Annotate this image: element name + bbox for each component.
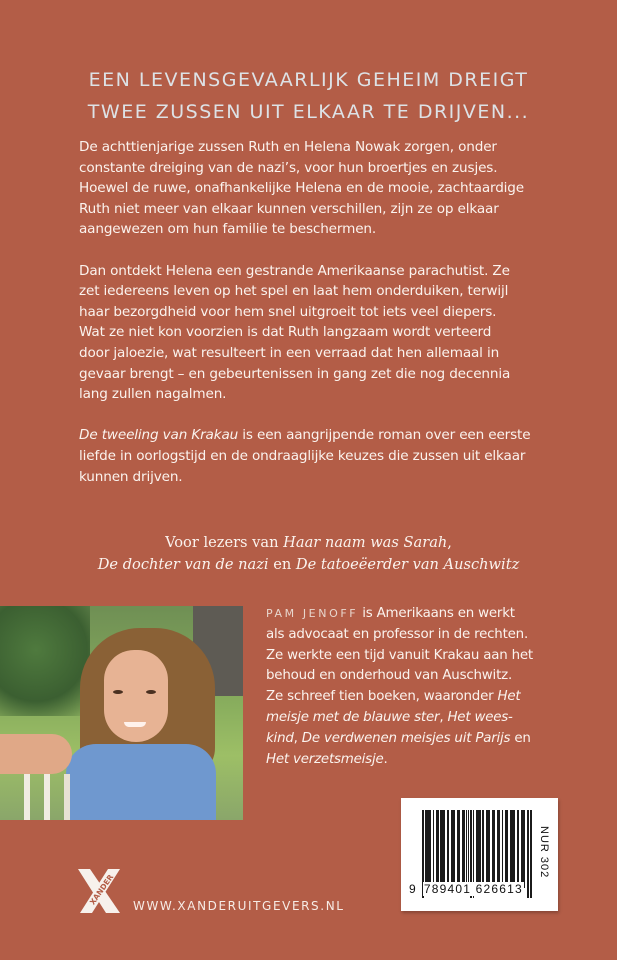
blurb-text-line: Ruth niet meer van elkaar kunnen verschillen, zijn ze op elkaar: [79, 200, 499, 217]
blurb-text-line: zet iedereens leven op het spel en laat hem onderduiken, terwijl: [79, 283, 509, 300]
blurb-text-line: liefde in oorlogstijd en de ondraaglijke keuzes die zussen uit elkaar: [79, 447, 526, 464]
blurb-text-line: Hoewel de ruwe, onafhankelijke Helena en de mooie, zachtaardige: [79, 180, 524, 197]
photo-chair: [24, 774, 30, 820]
book-title: kind: [266, 730, 294, 746]
blurb-text-line: [79, 425, 559, 446]
blurb-text-line: haar bezorgdheid voor hem snel uitgroeit tot iets veel diepers.: [79, 303, 497, 320]
recommended-book-2: De dochter van de nazi: [97, 556, 269, 573]
blurb-text-line: aangewezen om hun familie te beschermen.: [79, 221, 377, 238]
blurb-paragraph-2: [79, 261, 559, 405]
book-title: De verdwenen meisjes uit Parijs: [301, 730, 511, 746]
book-blurb: [79, 137, 559, 508]
blurb-paragraph-1: [79, 137, 559, 240]
recommendation-comma: ,: [447, 534, 452, 551]
bio-line: behoud en onderhoud van Auschwitz.: [266, 668, 513, 684]
author-bio: [266, 604, 606, 770]
photo-arm: [0, 734, 72, 774]
blurb-text-line: constante dreiging van de nazi’s, voor hun broertjes en zusjes.: [79, 159, 498, 176]
bio-line: [266, 687, 606, 708]
recommendation-line-1: [0, 532, 617, 554]
bio-text: is Amerikaans en werkt: [358, 606, 515, 621]
tagline-line-2: TWEE ZUSSEN UIT ELKAAR TE DRIJVEN...: [87, 101, 530, 123]
blurb-text-line: De achttienjarige zussen Ruth en Helena Nowak zorgen, onder: [79, 139, 497, 155]
photo-foliage: [0, 606, 90, 716]
bio-line: [266, 708, 606, 729]
recommendation-line-2: [0, 554, 617, 576]
bio-conjunction: en: [510, 730, 531, 746]
blurb-text: is een aangrijpende roman over een eerste: [238, 427, 531, 444]
photo-smile: [124, 722, 146, 727]
recommended-book-1: Haar naam was Sarah: [283, 534, 448, 551]
tagline-headline: [0, 64, 617, 128]
xander-logo-icon: [78, 869, 120, 913]
book-title: De tweeling van Krakau: [79, 427, 239, 444]
blurb-paragraph-3: [79, 425, 559, 487]
recommendation-prefix: Voor lezers van: [165, 534, 284, 551]
tagline-line-1: EEN LEVENSGEVAARLIJK GEHEIM DREIGT: [88, 69, 529, 91]
photo-eye: [113, 690, 123, 694]
blurb-text-line: lang zullen nagalmen.: [79, 386, 227, 403]
blurb-text-line: kunnen drijven.: [79, 468, 183, 485]
bio-line: [266, 604, 606, 625]
bio-line: [266, 729, 606, 750]
isbn-digits: [409, 882, 524, 896]
bio-line: [266, 750, 606, 771]
blurb-text-line: Dan ontdekt Helena een gestrande Amerikaanse parachutist. Ze: [79, 262, 510, 279]
bio-line: Ze werkte een tijd vanuit Krakau aan het: [266, 647, 533, 663]
blurb-text-line: door jaloezie, wat resulteert in een verraad dat hen allemaal in: [79, 344, 500, 361]
photo-face: [104, 650, 168, 742]
recommended-book-3: De tatoeëerder van Auschwitz: [295, 556, 520, 573]
book-title: Het verzetsmeisje: [266, 751, 384, 767]
bio-separator: ,: [293, 730, 302, 746]
nur-code: NUR 302: [538, 826, 550, 879]
author-photo: [0, 606, 243, 820]
recommendation-conjunction: en: [268, 556, 296, 573]
photo-shirt: [66, 744, 216, 820]
logo-text: XANDER: [87, 872, 116, 907]
reader-recommendation: [0, 532, 617, 576]
bio-text: Ze schreef tien boeken, waaronder: [266, 689, 498, 705]
bio-line: als advocaat en professor in de rechten.: [266, 626, 528, 642]
publisher-website-link[interactable]: WWW.XANDERUITGEVERS.NL: [133, 899, 345, 913]
book-title: meisje met de blauwe ster: [266, 709, 440, 725]
isbn-number: 789401 626613: [423, 882, 523, 896]
bio-separator: ,: [439, 709, 448, 725]
bio-period: .: [383, 751, 388, 767]
author-name: PAM JENOFF: [266, 607, 359, 620]
isbn-lead-digit: 9: [409, 882, 417, 896]
book-title: Het wees-: [447, 709, 513, 725]
isbn-barcode: [401, 798, 558, 911]
blurb-text-line: Wat ze niet kon voorzien is dat Ruth langzaam wordt verteerd: [79, 324, 492, 341]
photo-eye: [146, 690, 156, 694]
blurb-text-line: gevaar brengt – en gebeurtenissen in gang zet die nog decennia: [79, 365, 511, 382]
book-title: Het: [497, 689, 521, 705]
